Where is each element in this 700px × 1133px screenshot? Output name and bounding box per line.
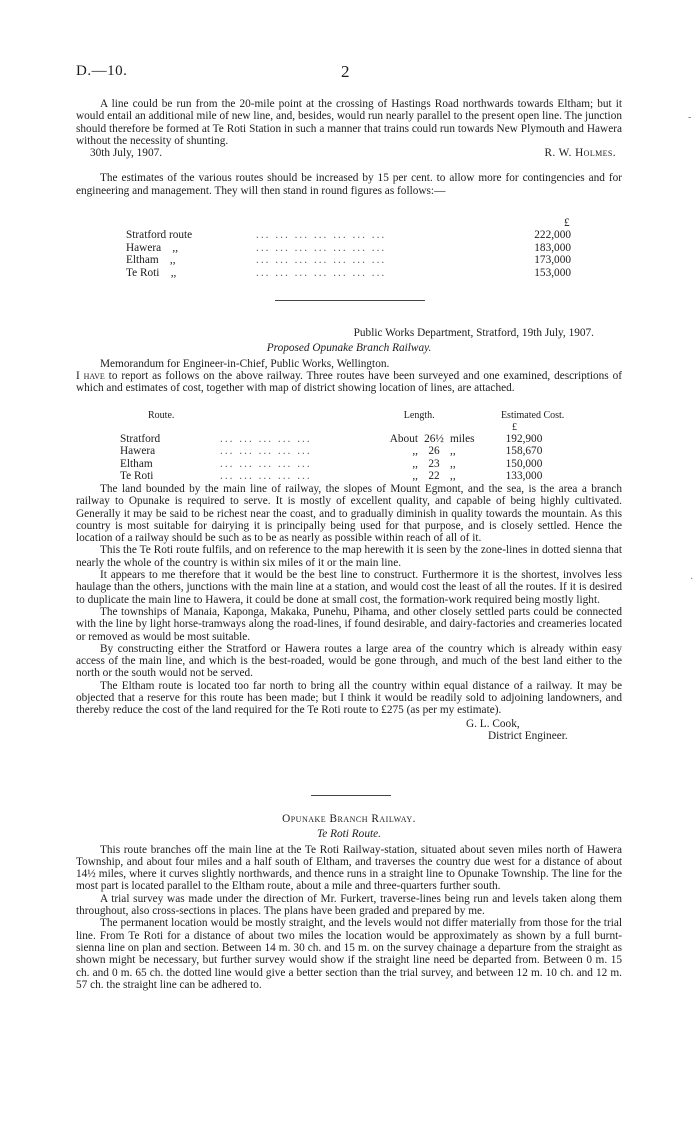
- length-miles: 26½: [424, 433, 444, 445]
- leader-dots: ... ... ... ... ... ... ...: [256, 254, 387, 267]
- currency-row: [126, 217, 576, 229]
- margin-mark: ·: [690, 574, 694, 585]
- route-row: [120, 458, 580, 470]
- length-prefix: ,,: [412, 470, 418, 483]
- margin-mark: -: [688, 112, 692, 123]
- estimate-amount: 153,000: [534, 266, 571, 279]
- estimate-amount: 183,000: [534, 241, 571, 254]
- intro-text: to report as follows on the above railway. Three routes have been surveyed and one examined, descriptions of which and estimates of cost, together with map of district showing location of lines, are attached.: [76, 369, 622, 395]
- signature-line: [76, 147, 622, 159]
- estimate-amount: 173,000: [534, 254, 571, 267]
- paragraph: It appears to me therefore that it would be the best line to construct. Furthermore it is the shortest, involves less haulage than the others, junctions with the main line at a station, and would cost the least of all the routes. If it is desired to duplicate the main line to Hawera, it could be done at small cost, the formation-work required being mostly light.: [76, 569, 622, 606]
- route-row: [120, 433, 580, 445]
- paragraph: The townships of Manaia, Kaponga, Makaka, Punehu, Pihama, and other closely settled parts could be connected with the line by light horse-tramways along the road-lines, if found desirable, and dairy-factories and creameries located or removed as would be most suitable.: [76, 605, 622, 643]
- estimate-amount: 222,000: [534, 229, 571, 242]
- memo-signature-title: District Engineer.: [488, 729, 568, 742]
- routes-table-header: [120, 410, 580, 422]
- estimated-cost: 133,000: [505, 470, 543, 483]
- length-miles: 26: [428, 445, 440, 458]
- estimated-cost: 192,900: [505, 433, 543, 445]
- length-unit: ,,: [450, 470, 456, 483]
- route-name: Hawera ,,: [126, 241, 179, 254]
- leader-dots: ... ... ... ... ... ... ...: [256, 241, 387, 254]
- section-subtitle: Te Roti Route.: [317, 828, 381, 841]
- leader-dots: ... ... ... ... ...: [220, 433, 312, 445]
- route-name: Hawera: [120, 445, 156, 458]
- header-cost: Estimated Cost.: [500, 410, 565, 421]
- length-miles: 22: [428, 470, 440, 483]
- route-name: Stratford: [120, 433, 161, 445]
- route-name: Stratford route: [126, 229, 193, 242]
- leader-dots: ... ... ... ... ... ... ...: [256, 229, 387, 242]
- route-row: [120, 470, 580, 482]
- cost-unit: £: [512, 422, 517, 433]
- section-te-roti-route: [76, 813, 622, 991]
- header-route: Route.: [148, 410, 175, 421]
- route-name: Eltham ,,: [126, 254, 176, 267]
- paragraph: The land bounded by the main line of railway, the slopes of Mount Egmont, and the sea, is the area a branch railway to Opunake is required to serve. It is mostly of excellent quality, and capable of being highly cultivated. Generally it may be said to be richest near the coast, and to gradually diminish in quality towards the mountain. As this country is most suitable for dairying it is principally being used for that purpose, and is closely settled. Hence the location of a railway should be such as to be as nearly as possible within reach of all of it.: [76, 483, 622, 545]
- paragraph: The estimates of the various routes should be increased by 15 per cent. to allow more for contingencies and for engineering and management. They will then stand in round figures as follows:—: [76, 172, 622, 197]
- section-holmes-report: [76, 98, 622, 197]
- paragraph: This route branches off the main line at the Te Roti Railway-station, situated about seven miles north of Hawera Township, and about four miles and a half south of Eltham, and traverses the country due west for a distance of about 14½ miles, where it curves slightly northwards, and thence runs in a straight line to Opunake Township. The line for the most part is located parallel to the Eltham route, about a mile and three-quarters further south.: [76, 843, 622, 893]
- leader-dots: ... ... ... ... ... ... ...: [256, 266, 387, 279]
- section-divider: [311, 795, 391, 796]
- memo-title: Proposed Opunake Branch Railway.: [266, 342, 432, 355]
- memo-body: [76, 483, 622, 742]
- length-unit: ,,: [450, 457, 456, 470]
- estimate-row: [126, 242, 576, 254]
- dateline: Public Works Department, Stratford, 19th July, 1907.: [353, 327, 594, 339]
- paragraph: By constructing either the Stratford or Hawera routes a large area of the country which is already within easy access of the main line, and which is the best-roaded, would be gone through, and much of the best land either to the north or the south would not be served.: [76, 642, 622, 680]
- paragraph: The permanent location would be mostly straight, and the levels would not differ materially from those for the trial line. From Te Roti for a distance of about two miles the location would be approximately as shown by a full burnt-sienna line on plan and section. Between 14 m. 30 ch. and 15 m. on the survey chainage a departure from the straight as shown might be necessary, but further survey would show if the straight line need be departed from. Between 0 m. 15 ch. and 0 m. 65 ch. the dotted line would give a better section than the trial survey, and between 12 m. 10 ch. and 12 m. 57 ch. the straight line can be adhered to.: [76, 917, 622, 991]
- estimate-row: [126, 229, 576, 241]
- leader-dots: ... ... ... ... ...: [220, 445, 312, 458]
- currency-symbol: £: [564, 217, 570, 229]
- signature: R. W. Holmes.: [544, 147, 616, 160]
- leader-dots: ... ... ... ... ...: [220, 457, 312, 470]
- paragraph: A line could be run from the 20-mile point at the crossing of Hastings Road northwards towards Eltham; but it would entail an additional mile of new line, and, besides, would run nearly parallel to the present open line. The junction should therefore be formed at Te Roti Station in such a manner that trains could run towards New Plymouth and Hawera without the necessity of shunting.: [76, 98, 622, 147]
- length-prefix: ,,: [412, 445, 418, 458]
- section-title: Opunake Branch Railway.: [282, 813, 416, 825]
- section-cook-memorandum: [76, 327, 622, 394]
- route-name: Te Roti ,,: [126, 266, 177, 279]
- document-reference: D.—10.: [76, 63, 128, 79]
- leader-dots: ... ... ... ... ...: [220, 470, 312, 483]
- intro-paragraph: [76, 370, 622, 395]
- length-unit: ,,: [450, 445, 456, 458]
- page-number: 2: [341, 62, 350, 81]
- route-name: Eltham: [120, 457, 153, 470]
- estimates-table: [126, 217, 576, 279]
- memo-signature: G. L. Cook,: [466, 717, 520, 730]
- cost-unit-row: [120, 422, 580, 433]
- paragraph: The Eltham route is located too far north to bring all the country within equal distance of a railway. It may be objected that a reserve for this route has been made; but I think it would be readily sold to adjoining landowners, and thereby reduce the cost of the land required for the Te Roti route to £275 (as per my estimate).: [76, 679, 622, 717]
- routes-table: [120, 410, 580, 483]
- paragraph: A trial survey was made under the direction of Mr. Furkert, traverse-lines being run and levels taken along them throughout, also cross-sections in places. The plans have been graded and prepared by me.: [76, 892, 622, 918]
- estimated-cost: 158,670: [505, 445, 543, 458]
- paragraph: This the Te Roti route fulfils, and on reference to the map herewith it is seen by the zone-lines in dotted sienna that nearly the whole of the country is within six miles of it or the main line.: [76, 544, 622, 569]
- estimate-row: [126, 267, 576, 279]
- route-name: Te Roti: [120, 470, 154, 483]
- length-unit: miles: [450, 433, 475, 445]
- intro-lead: I have: [76, 369, 105, 382]
- addressee: Memorandum for Engineer-in-Chief, Public Works, Wellington.: [100, 357, 390, 370]
- length-prefix: About: [389, 433, 418, 445]
- report-date: 30th July, 1907.: [90, 147, 163, 160]
- length-prefix: ,,: [412, 457, 418, 470]
- estimated-cost: 150,000: [505, 457, 543, 470]
- estimate-row: [126, 254, 576, 266]
- route-row: [120, 445, 580, 457]
- header-length: Length.: [403, 410, 435, 421]
- length-miles: 23: [428, 457, 440, 470]
- section-divider: [275, 300, 425, 301]
